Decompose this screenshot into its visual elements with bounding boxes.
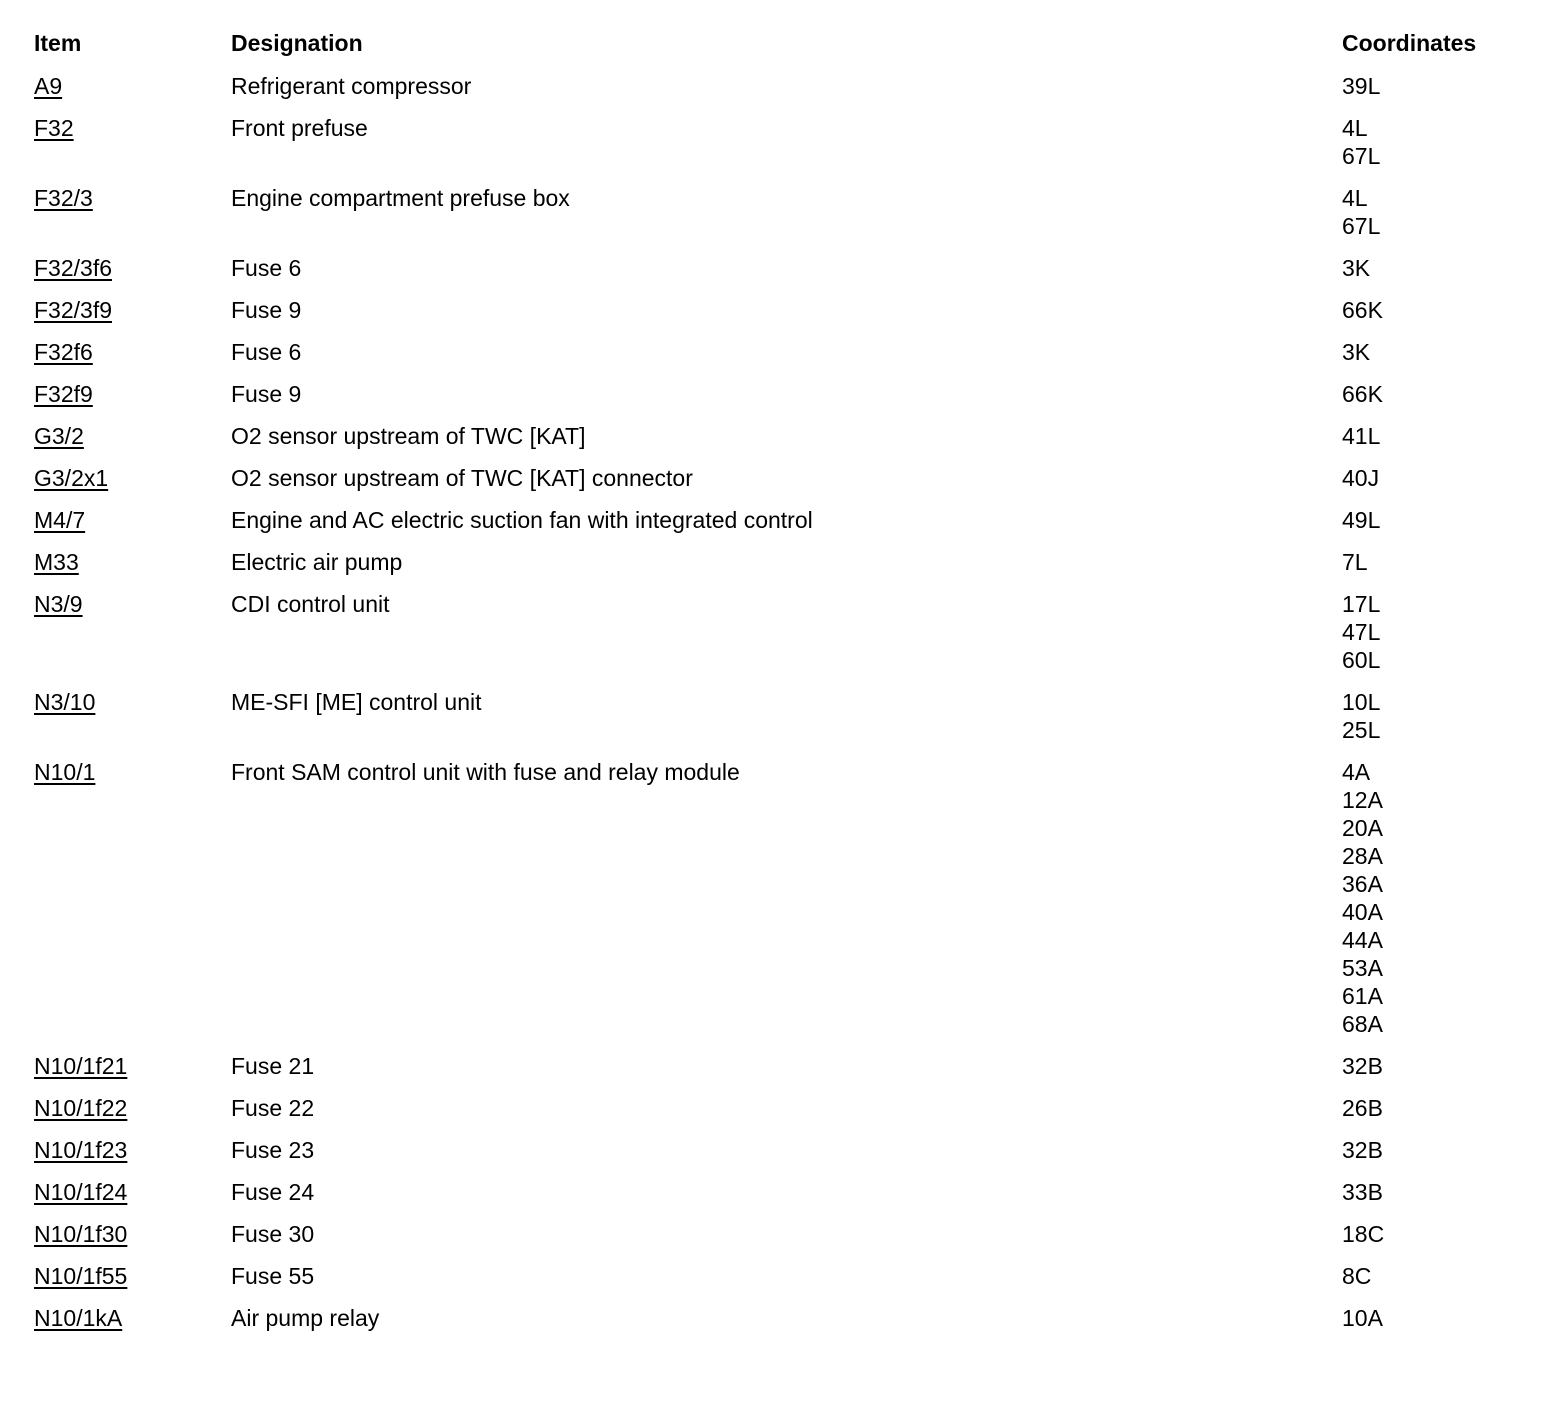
coordinate-value: 60L [1342,647,1381,673]
designation-cell: Air pump relay [231,1305,380,1331]
designation-cell: Fuse 24 [231,1179,315,1205]
coordinate-value: 40A [1342,899,1383,925]
table-row [34,1220,1534,1262]
coordinates-cell [1342,548,1534,590]
item-cell [34,1304,231,1346]
table-row [34,1262,1534,1304]
coordinate-value: 67L [1342,213,1381,239]
item-cell [34,72,231,114]
coordinates-cell [1342,184,1534,254]
item-link[interactable]: F32 [34,115,74,141]
coordinate-value: 10L [1342,689,1381,715]
coordinate-value: 10A [1342,1305,1383,1331]
table-row [34,758,1534,1052]
item-cell [34,1178,231,1220]
coordinate-value: 53A [1342,955,1383,981]
coordinates-cell [1342,1052,1534,1094]
designation-cell: Electric air pump [231,549,403,575]
designation-cell: O2 sensor upstream of TWC [KAT] [231,423,586,449]
designation-cell: Fuse 6 [231,255,302,281]
item-cell [34,296,231,338]
coordinate-value: 44A [1342,927,1383,953]
coordinate-value: 47L [1342,619,1381,645]
table-row [34,338,1534,380]
coordinates-cell [1342,254,1534,296]
coordinates-cell [1342,1304,1534,1346]
coordinates-cell [1342,72,1534,114]
designation-cell: Fuse 30 [231,1221,315,1247]
coordinate-value: 3K [1342,255,1371,281]
item-cell [34,184,231,254]
item-cell [34,254,231,296]
coordinates-cell [1342,114,1534,184]
item-cell [34,338,231,380]
item-column-header: Item [34,30,82,56]
designation-cell: Front prefuse [231,115,368,141]
item-cell [34,758,231,1052]
item-link[interactable]: N10/1kA [34,1305,123,1331]
coordinate-value: 39L [1342,73,1381,99]
coordinate-value: 4L [1342,185,1368,211]
item-link[interactable]: M33 [34,549,79,575]
coordinate-value: 66K [1342,297,1383,323]
designation-cell: Engine and AC electric suction fan with integrated control [231,507,813,533]
coordinate-value: 40J [1342,465,1380,491]
coordinate-value: 17L [1342,591,1381,617]
coordinate-value: 4L [1342,115,1368,141]
coordinates-cell [1342,380,1534,422]
table-row [34,380,1534,422]
coordinate-value: 68A [1342,1011,1383,1037]
coordinates-cell [1342,688,1534,758]
header-row [34,29,1534,72]
item-link[interactable]: N3/10 [34,689,96,715]
coordinates-cell [1342,1262,1534,1304]
designation-cell: Front SAM control unit with fuse and relay module [231,759,740,785]
designation-cell: Fuse 21 [231,1053,315,1079]
designation-cell: ME-SFI [ME] control unit [231,689,482,715]
table-row [34,688,1534,758]
designation-cell: Engine compartment prefuse box [231,185,570,211]
item-link[interactable]: N10/1f22 [34,1095,128,1121]
item-link[interactable]: N10/1f55 [34,1263,128,1289]
coordinates-cell [1342,1094,1534,1136]
coordinate-value: 12A [1342,787,1383,813]
coordinate-value: 8C [1342,1263,1372,1289]
item-link[interactable]: N10/1f21 [34,1053,128,1079]
legend-body [34,72,1534,1346]
item-link[interactable]: G3/2 [34,423,84,449]
item-cell [34,380,231,422]
coordinate-value: 7L [1342,549,1368,575]
coordinate-value: 67L [1342,143,1381,169]
item-link[interactable]: N10/1f30 [34,1221,128,1247]
designation-cell: O2 sensor upstream of TWC [KAT] connector [231,465,693,491]
coordinates-cell [1342,1178,1534,1220]
item-link[interactable]: F32f9 [34,381,93,407]
coordinates-cell [1342,1220,1534,1262]
designation-column-header: Designation [231,30,363,56]
designation-cell: Fuse 22 [231,1095,315,1121]
coordinates-cell [1342,464,1534,506]
item-link[interactable]: N10/1f23 [34,1137,128,1163]
designation-cell: Fuse 9 [231,297,302,323]
component-legend-table [34,29,1534,1346]
table-row [34,548,1534,590]
designation-cell: Fuse 55 [231,1263,315,1289]
item-cell [34,506,231,548]
item-cell [34,590,231,688]
item-link[interactable]: G3/2x1 [34,465,109,491]
coordinates-cell [1342,590,1534,688]
coordinate-value: 20A [1342,815,1383,841]
coordinate-value: 25L [1342,717,1381,743]
item-cell [34,1220,231,1262]
coordinates-cell [1342,1136,1534,1178]
designation-cell: Fuse 6 [231,339,302,365]
table-row [34,1094,1534,1136]
table-row [34,422,1534,464]
item-link[interactable]: N10/1f24 [34,1179,128,1205]
coordinate-value: 3K [1342,339,1371,365]
table-row [34,184,1534,254]
table-row [34,1304,1534,1346]
coordinates-cell [1342,338,1534,380]
item-cell [34,422,231,464]
coordinate-value: 32B [1342,1053,1383,1079]
item-cell [34,548,231,590]
coordinate-value: 33B [1342,1179,1383,1205]
item-cell [34,1136,231,1178]
table-row [34,114,1534,184]
item-link[interactable]: F32f6 [34,339,93,365]
table-row [34,590,1534,688]
item-link[interactable]: A9 [34,73,63,99]
item-cell [34,1052,231,1094]
coordinates-cell [1342,296,1534,338]
designation-cell: Fuse 23 [231,1137,315,1163]
coordinate-value: 41L [1342,423,1381,449]
coordinate-value: 4A [1342,759,1371,785]
coordinates-cell [1342,758,1534,1052]
item-cell [34,1262,231,1304]
table-row [34,72,1534,114]
item-link[interactable]: F32/3f6 [34,255,112,281]
item-link[interactable]: F32/3 [34,185,93,211]
coordinate-value: 49L [1342,507,1381,533]
coordinate-value: 66K [1342,381,1383,407]
table-row [34,1178,1534,1220]
designation-cell: CDI control unit [231,591,390,617]
item-cell [34,1094,231,1136]
item-cell [34,114,231,184]
designation-cell: Fuse 9 [231,381,302,407]
table-row [34,296,1534,338]
coordinate-value: 32B [1342,1137,1383,1163]
coordinate-value: 61A [1342,983,1383,1009]
table-row [34,254,1534,296]
designation-cell: Refrigerant compressor [231,73,472,99]
coordinate-value: 28A [1342,843,1383,869]
item-link[interactable]: N10/1 [34,759,96,785]
table-row [34,1136,1534,1178]
table-row [34,464,1534,506]
item-link[interactable]: N3/9 [34,591,83,617]
item-cell [34,688,231,758]
item-link[interactable]: F32/3f9 [34,297,112,323]
coordinates-cell [1342,422,1534,464]
coordinate-value: 36A [1342,871,1383,897]
coordinates-cell [1342,506,1534,548]
table-row [34,1052,1534,1094]
table-row [34,506,1534,548]
item-cell [34,464,231,506]
item-link[interactable]: M4/7 [34,507,86,533]
coordinate-value: 18C [1342,1221,1385,1247]
coordinates-column-header: Coordinates [1342,30,1477,56]
coordinate-value: 26B [1342,1095,1383,1121]
